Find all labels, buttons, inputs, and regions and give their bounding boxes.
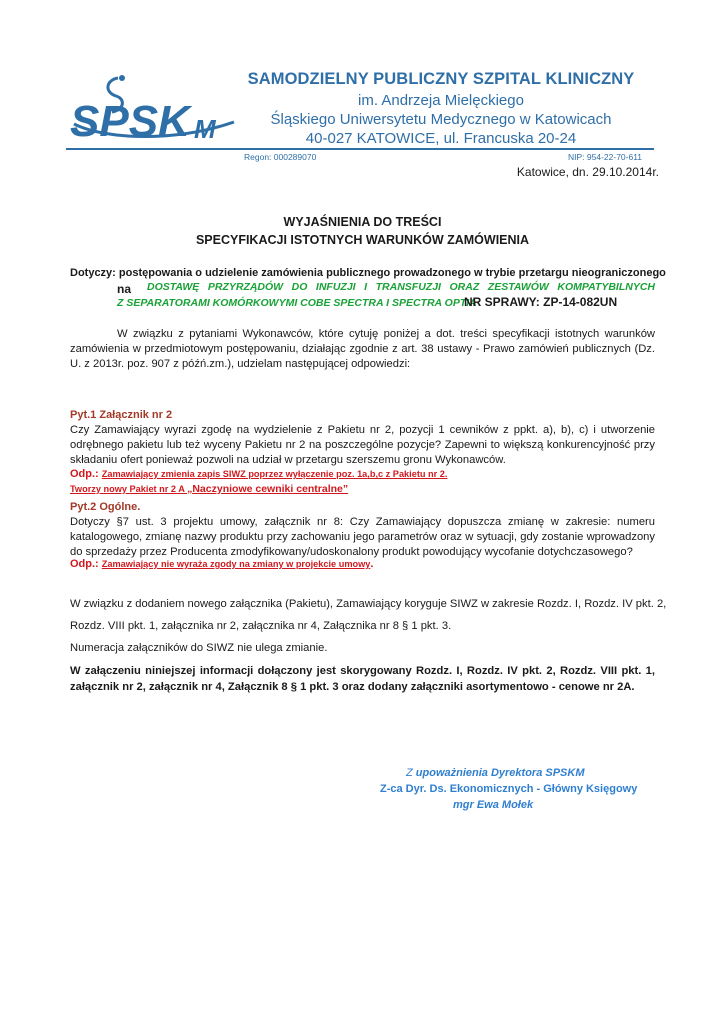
closing-line1: W związku z dodaniem nowego załącznika (Pakietu), Zamawiający koryguje SIWZ w zakresie Rozdz. I, Rozdz. IV pkt. 2, (70, 598, 667, 610)
subject-object-line2: Z SEPARATORAMI KOMÓRKOWYMI COBE SPECTRA I SPECTRA OPTIA (117, 297, 477, 309)
answer-1-continued (70, 483, 348, 495)
hospital-patron: im. Andrzeja Mielęckiego (358, 92, 524, 109)
document-title-line2: SPECYFIKACJI ISTOTNYCH WARUNKÓW ZAMÓWIENIA (195, 233, 530, 247)
signature-line1: upoważnienia Dyrektora SPSKM (412, 767, 585, 779)
document-date: Katowice, dn. 29.10.2014r. (516, 165, 659, 179)
answer-1 (70, 468, 447, 480)
svg-text:SPSK: SPSK (70, 97, 190, 146)
nip-number: NIP: 954-22-70-611 (568, 152, 643, 162)
signature-position: Z-ca Dyr. Ds. Ekonomicznych - Główny Księgowy (380, 783, 638, 795)
answer-1-label: Odp.: (70, 468, 99, 480)
closing-attachments: W załączeniu niniejszej informacji dołączony jest skorygowany Rozdz. I, Rozdz. IV pkt. 2, Rozdz. VIII pkt. 1, załącznik nr 2, załącznik nr 4, Załącznik 8 § 1 pkt. 3 oraz dodany załączniki asortymentowo - cenowe nr 2A. (70, 665, 655, 693)
closing-line2: Rozdz. VIII pkt. 1, załącznika nr 2, załącznika nr 4, Załącznika nr 8 § 1 pkt. 3. (70, 620, 452, 632)
answer-1-line1: Zamawiający zmienia zapis SIWZ poprzez wyłączenie poz. 1a,b,c z Pakietu nr 2. (101, 469, 448, 479)
subject-object-line1: DOSTAWĘ PRZYRZĄDÓW DO INFUZJI I TRANSFUZJI ORAZ ZESTAWÓW KOMPATYBILNYCH (147, 281, 655, 293)
hospital-address: 40-027 KATOWICE, ul. Francuska 20-24 (305, 130, 577, 147)
signature-authorization (406, 767, 585, 779)
intro-paragraph: W związku z pytaniami Wykonawców, które cytuję poniżej a dot. treści specyfikacji istotnych warunków zamówienia w przedmiotowym postępowaniu, działając zgodnie z art. 38 ustawy - Prawo zamówień publicznych (Dz. U. z 2013r. poz. 907 z późń.zm.), udzielam następującej odpowiedzi: (70, 328, 655, 370)
hospital-university: Śląskiego Uniwersytetu Medycznego w Katowicach (270, 111, 612, 128)
answer-1-line2a: Tworzy nowy Pakiet nr 2 A (70, 484, 188, 494)
answer-2-end: . (370, 558, 374, 570)
document-title-line1: WYJAŚNIENIA DO TREŚCI (283, 215, 442, 229)
svg-text:M: M (194, 114, 216, 144)
subject-intro: Dotyczy: postępowania o udzielenie zamówienia publicznego prowadzonego w trybie przetargu nieograniczonego (70, 267, 666, 279)
answer-2-line1: Zamawiający nie wyraża zgody na zmiany w projekcie umowy (101, 559, 371, 569)
question-2-title: Pyt.2 Ogólne. (70, 501, 141, 513)
answer-2 (70, 558, 373, 570)
letterhead-rule (66, 148, 654, 150)
signature-name: mgr Ewa Mołek (453, 799, 534, 811)
closing-line3: Numeracja załączników do SIWZ nie ulega zmianie. (70, 642, 328, 654)
question-2-text: Dotyczy §7 ust. 3 projektu umowy, załącznik nr 8: Czy Zamawiający dopuszcza zmianę w zakresie: numeru katalogowego, zmianę nazwy produktu przy zachowaniu jego parametrów oraz w sytuacji, gdy zostanie wprowadzony do sprzedaży przez Producenta zmodyfikowany/udoskonalony produkt powodujący wycofanie dotychczasowego? (70, 516, 655, 558)
case-number: NR SPRAWY: ZP-14-082UN (464, 295, 618, 309)
question-1-text: Czy Zamawiający wyrazi zgodę na wydzielenie z Pakietu nr 2, pozycji 1 cewników z ppkt. a), b), c) i utworzenie odrębnego pakietu lub też wyceny Pakietu nr 2 na poszczególne pozycje? Zapewni to większą konkurencyjność przy składaniu ofert ponieważ pozwoli na udział w przetargu szerszemu gronu Wykonawców. (70, 424, 655, 466)
hospital-name: SAMODZIELNY PUBLICZNY SZPITAL KLINICZNY (247, 70, 635, 88)
answer-1-line2b: „Naczyniowe cewniki centralne” (187, 483, 349, 495)
signature-z: Z (406, 767, 413, 779)
regon-number: Regon: 000289070 (244, 152, 317, 162)
subject-na: na (117, 282, 132, 296)
question-1-title: Pyt.1 Załącznik nr 2 (70, 409, 173, 421)
answer-2-label: Odp.: (70, 558, 99, 570)
hospital-logo (66, 66, 236, 154)
